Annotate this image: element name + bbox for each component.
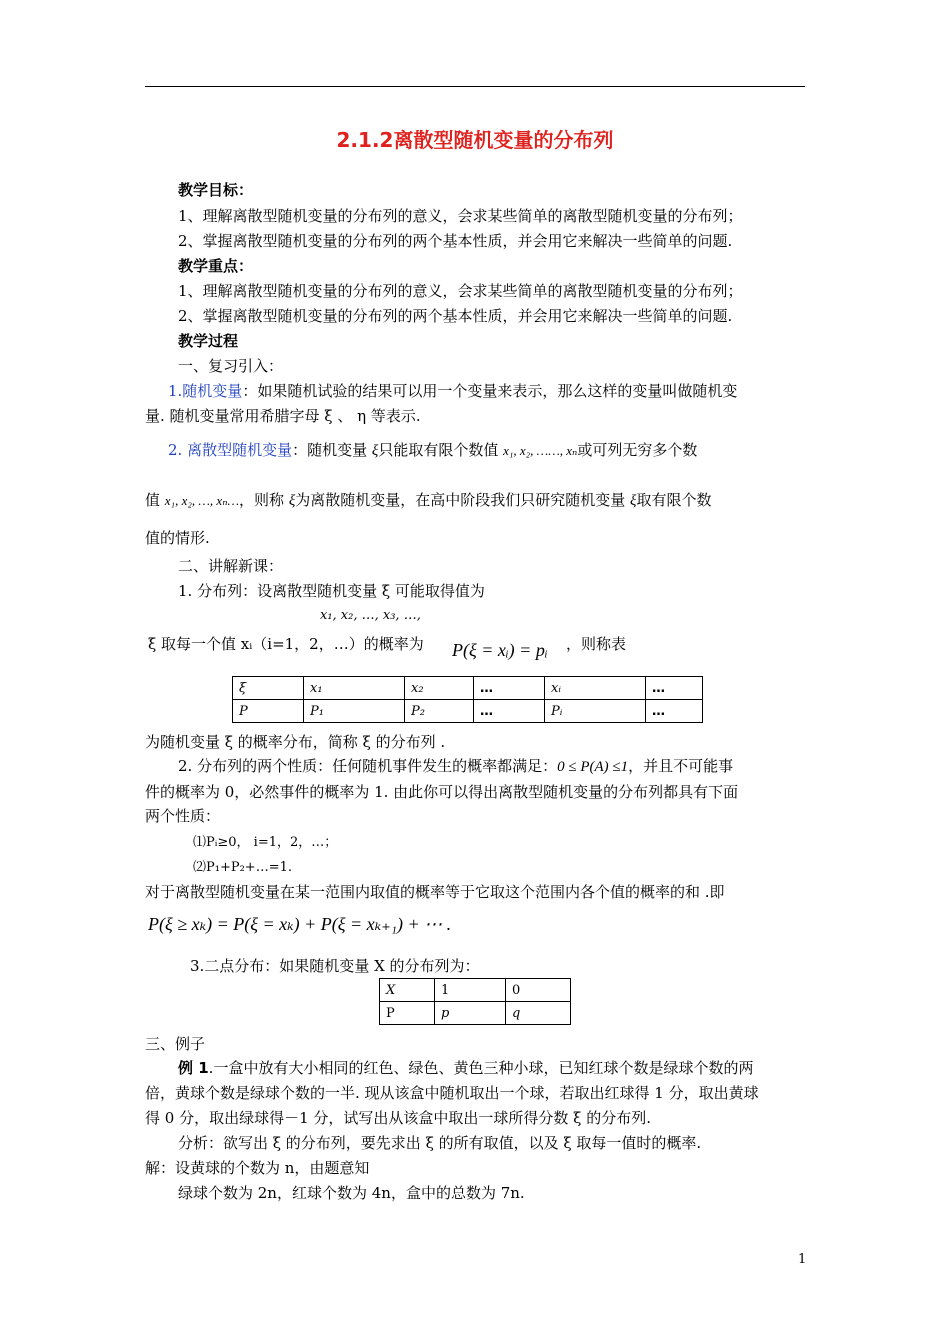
solution-line-1: 解：设黄球的个数为 n，由题意知	[145, 1159, 370, 1177]
table-cell: P	[233, 700, 304, 723]
examples-heading: 三、例子	[145, 1035, 206, 1053]
new-lesson-heading: 二、讲解新课：	[178, 557, 284, 575]
table-cell: Pᵢ	[545, 700, 646, 723]
keypoints-heading: 教学重点：	[178, 257, 254, 275]
example-1-line-3: 得 0 分，取出绿球得－1 分，试写出从该盒中取出一球所得分数 ξ 的分布列.	[145, 1109, 651, 1127]
example-1-line-2: 倍，黄球个数是绿球个数的一半. 现从该盒中随机取出一个球，若取出红球得 1 分，取出黄球	[145, 1084, 759, 1102]
table-cell: q	[506, 1002, 571, 1025]
table-row	[233, 700, 703, 723]
term-discrete-variable: 2. 离散型随机变量	[168, 441, 293, 459]
page-title: 2.1.2离散型随机变量的分布列	[336, 128, 614, 152]
table-row	[380, 1002, 571, 1025]
distribution-def: 1. 分布列：设离散型随机变量 ξ 可能取得值为	[178, 582, 485, 600]
page-number: 1	[798, 1252, 807, 1267]
table-cell: P₁	[304, 700, 405, 723]
keypoint-item-2: 2、掌握离散型随机变量的分布列的两个基本性质，并会用它来解决一些简单的问题.	[178, 307, 733, 325]
definition-random-variable-cont: 量. 随机变量常用希腊字母 ξ 、 η 等表示.	[145, 407, 421, 425]
probability-inequality: 0 ≤ P(A) ≤1	[557, 759, 629, 775]
two-point-distribution: 3.二点分布：如果随机变量 X 的分布列为：	[190, 957, 480, 975]
properties-line-3: 两个性质：	[145, 807, 221, 825]
example-1-label: 例 1	[178, 1059, 209, 1077]
property-2: ⑵P₁+P₂+…=1.	[193, 860, 292, 875]
keypoint-item-1: 1、理解离散型随机变量的分布列的意义，会求某些简单的离散型随机变量的分布列；	[178, 282, 743, 300]
table-cell: …	[646, 700, 703, 723]
process-heading: 教学过程	[178, 332, 239, 350]
review-heading: 一、复习引入：	[178, 357, 284, 375]
definition-discrete-variable-end: 值的情形.	[145, 529, 210, 547]
analysis-text: 分析：欲写出 ξ 的分布列，要先求出 ξ 的所有取值，以及 ξ 取每一值时的概率.	[178, 1134, 702, 1152]
table-cell: P₂	[405, 700, 474, 723]
definition-discrete-variable-cont: 值 x₁, x₂, …, xₙ…，则称 ξ为离散随机变量，在高中阶段我们只研究随机变量 ξ取有限个数	[145, 491, 712, 509]
table-cell: 1	[435, 979, 506, 1002]
header-rule	[145, 86, 805, 87]
definition-random-variable: 1.随机变量：如果随机试验的结果可以用一个变量来表示，那么这样的变量叫做随机变	[168, 382, 738, 400]
distribution-table	[232, 676, 703, 723]
goal-item-2: 2、掌握离散型随机变量的分布列的两个基本性质，并会用它来解决一些简单的问题.	[178, 232, 733, 250]
table-cell: 0	[506, 979, 571, 1002]
table-cell: P	[380, 1002, 435, 1025]
table-cell: X	[380, 979, 435, 1002]
table-cell: xᵢ	[545, 677, 646, 700]
goal-item-1: 1、理解离散型随机变量的分布列的意义，会求某些简单的离散型随机变量的分布列；	[178, 207, 743, 225]
property-1: ⑴Pᵢ≥0， i=1，2，…；	[193, 835, 338, 850]
distribution-probability-line-end: ，则称表	[566, 635, 627, 653]
example-1-line-1: 例 1.一盒中放有大小相同的红色、绿色、黄色三种小球，已知红球个数是绿球个数的两	[178, 1059, 754, 1077]
table-cell: x₂	[405, 677, 474, 700]
two-point-table	[379, 978, 571, 1025]
distribution-probability-line: ξ 取每一个值 xᵢ（i=1，2，…）的概率为	[148, 635, 424, 653]
table-cell: p	[435, 1002, 506, 1025]
table-cell: …	[646, 677, 703, 700]
table-cell: x₁	[304, 677, 405, 700]
definition-discrete-variable: 2. 离散型随机变量：随机变量 ξ只能取有限个数值 x₁, x₂, ……, xₙ或可列无穷多个数	[168, 441, 698, 459]
table-row	[380, 979, 571, 1002]
properties-line-2: 件的概率为 0，必然事件的概率为 1. 由此你可以得出离散型随机变量的分布列都具有下面	[145, 783, 739, 801]
table-cell: …	[474, 677, 545, 700]
term-random-variable: 1.随机变量	[168, 382, 243, 400]
distribution-values: x₁, x₂, …, x₃, …,	[320, 608, 421, 623]
solution-line-2: 绿球个数为 2n，红球个数为 4n，盒中的总数为 7n.	[178, 1184, 525, 1202]
table-cell: ξ	[233, 677, 304, 700]
properties-intro: 2. 分布列的两个性质：任何随机事件发生的概率都满足：0 ≤ P(A) ≤1，并且不可能事	[178, 757, 734, 775]
range-probability-text: 对于离散型随机变量在某一范围内取值的概率等于它取这个范围内各个值的概率的和 .即	[145, 883, 725, 901]
table-cell: …	[474, 700, 545, 723]
probability-formula: P(ξ = xᵢ) = pᵢ	[452, 640, 548, 660]
distribution-def-end: 为随机变量 ξ 的概率分布，简称 ξ 的分布列 .	[145, 733, 446, 751]
range-probability-formula: P(ξ ≥ xₖ) = P(ξ = xₖ) + P(ξ = xₖ₊₁) + ⋯ .	[148, 914, 452, 934]
table-row	[233, 677, 703, 700]
goals-heading: 教学目标：	[178, 181, 254, 199]
